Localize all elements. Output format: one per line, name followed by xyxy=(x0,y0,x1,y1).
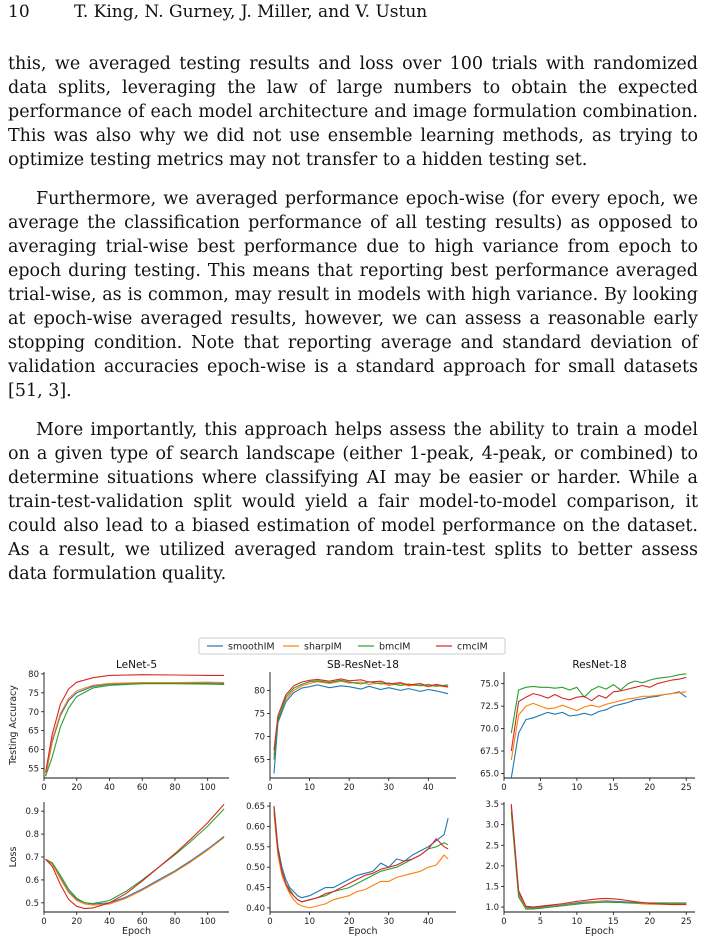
y-tick-label: 0.40 xyxy=(246,903,265,914)
x-tick-label: 0 xyxy=(501,917,507,927)
x-tick-label: 0 xyxy=(41,783,47,793)
y-tick-label: 65 xyxy=(254,755,265,766)
x-tick-label: 15 xyxy=(607,917,619,927)
y-tick-label: 0.60 xyxy=(246,822,265,833)
x-tick-label: 60 xyxy=(136,783,148,793)
y-tick-label: 67.5 xyxy=(480,747,499,758)
x-tick-label: 10 xyxy=(571,917,583,927)
legend xyxy=(199,638,505,654)
x-axis-label: Epoch xyxy=(348,926,378,937)
x-tick-label: 0 xyxy=(41,917,47,927)
y-tick-label: 70.0 xyxy=(480,724,499,735)
x-tick-label: 20 xyxy=(343,783,355,793)
series-line-cmcIM xyxy=(274,806,448,902)
y-tick-label: 75.0 xyxy=(480,679,499,690)
x-tick-label: 10 xyxy=(304,783,315,793)
y-tick-label: 60 xyxy=(28,745,39,756)
y-tick-label: 70 xyxy=(254,732,265,743)
x-axis-label: Epoch xyxy=(121,926,152,937)
series-line-bmcIM xyxy=(511,812,686,909)
y-axis-label-accuracy: Testing Accuracy xyxy=(8,685,19,765)
series-line-cmcIM xyxy=(511,804,686,907)
x-tick-label: 20 xyxy=(343,917,355,927)
page-header xyxy=(8,2,427,22)
paragraph-3: More importantly, this approach helps assess the ability to train a model on a given type of search landscape (either 1-peak, 4-peak, or combined) to determine situations where classifying AI may be easier or harder. While a train-test-validation split would yield a fair model-to-model comparison, it could also lead to a biased estimation of model performance on the dataset. As a result, we utilized averaged random train-test splits to better assess data formulation quality. xyxy=(8,420,698,584)
y-tick-label: 75 xyxy=(28,688,39,699)
y-tick-label: 0.50 xyxy=(246,863,265,874)
legend-entry-smoothIM: smoothIM xyxy=(228,641,275,653)
x-tick-label: 10 xyxy=(304,917,315,927)
series-line-cmcIM xyxy=(511,677,686,751)
figure-training-curves xyxy=(0,632,704,938)
y-tick-label: 0.65 xyxy=(246,802,265,813)
series-line-smoothIM xyxy=(46,683,225,776)
x-tick-label: 15 xyxy=(607,783,619,793)
panel-title: ResNet-18 xyxy=(572,659,627,671)
x-tick-label: 25 xyxy=(680,783,692,793)
y-tick-label: 72.5 xyxy=(480,702,499,713)
x-tick-label: 40 xyxy=(422,917,434,927)
y-tick-label: 0.7 xyxy=(25,853,39,863)
y-tick-label: 3.5 xyxy=(485,800,499,811)
series-line-smoothIM xyxy=(274,685,448,774)
x-tick-label: 10 xyxy=(571,783,583,793)
y-tick-label: 0.9 xyxy=(25,807,39,818)
x-axis-label: Epoch xyxy=(584,926,615,937)
panel-lenet-5-0 xyxy=(28,659,229,793)
y-tick-label: 75 xyxy=(254,709,265,720)
series-line-sharpIM xyxy=(511,808,686,909)
series-line-smoothIM xyxy=(274,806,448,898)
x-tick-label: 60 xyxy=(136,917,148,927)
paragraph-2: Furthermore, we averaged performance epoch-wise (for every epoch, we average the classification performance of all testing results) as opposed to averaging trial-wise best performance due to high variance from epoch to epoch during testing. This means that reporting best performance averaged trial-wise, as is common, may result in models with high variance. By looking at epoch-wise averaged results, however, we can assess a reasonable early stopping condition. Note that reporting average and standard deviation of validation accuracies epoch-wise is a standard approach for small datasets [51, 3]. xyxy=(8,189,698,401)
y-tick-label: 55 xyxy=(28,764,39,775)
panel-title: SB-ResNet-18 xyxy=(327,659,399,671)
y-axis-label-loss: Loss xyxy=(8,846,19,868)
body-text xyxy=(8,52,698,601)
x-tick-label: 40 xyxy=(104,783,115,793)
series-line-sharpIM xyxy=(274,681,448,755)
series-line-cmcIM xyxy=(46,675,225,773)
y-tick-label: 0.45 xyxy=(246,883,265,894)
x-tick-label: 20 xyxy=(71,783,83,793)
x-tick-label: 20 xyxy=(71,917,83,927)
x-tick-label: 0 xyxy=(267,783,273,793)
y-tick-label: 3.0 xyxy=(485,820,499,831)
legend-entry-cmcIM: cmcIM xyxy=(457,641,488,653)
x-tick-label: 40 xyxy=(422,783,434,793)
paragraph-1: this, we averaged testing results and loss over 100 trials with randomized data splits, leveraging the law of large numbers to obtain the expected performance of each model architecture and image formulation combination. This was also why we did not use ensemble learning methods, as trying to optimize testing metrics may not transfer to a hidden testing set. xyxy=(8,54,698,170)
panel-loss-5 xyxy=(485,800,695,937)
running-authors: T. King, N. Gurney, J. Miller, and V. Ustun xyxy=(74,2,428,22)
series-line-sharpIM xyxy=(511,692,686,760)
series-line-smoothIM xyxy=(511,806,686,908)
y-tick-label: 2.5 xyxy=(485,841,499,852)
y-tick-label: 2.0 xyxy=(485,861,499,872)
panel-title: LeNet-5 xyxy=(115,659,158,671)
x-tick-label: 0 xyxy=(267,917,273,927)
y-tick-label: 80 xyxy=(28,669,39,680)
page-number: 10 xyxy=(8,2,30,22)
y-tick-label: 80 xyxy=(254,686,265,697)
panel-loss-3 xyxy=(25,802,229,937)
y-tick-label: 65 xyxy=(28,726,39,737)
panel-resnet-18-2 xyxy=(480,659,695,793)
panel-loss-4 xyxy=(246,802,456,937)
x-tick-label: 20 xyxy=(644,783,656,793)
series-line-sharpIM xyxy=(274,814,448,908)
x-tick-label: 30 xyxy=(383,783,395,793)
y-tick-label: 1.0 xyxy=(485,903,499,914)
y-tick-label: 0.5 xyxy=(25,898,39,909)
series-line-bmcIM xyxy=(274,810,448,902)
series-line-bmcIM xyxy=(274,680,448,759)
x-tick-label: 0 xyxy=(501,783,507,793)
panel-sb-resnet-18-1 xyxy=(254,659,456,793)
legend-entry-sharpIM: sharpIM xyxy=(304,641,342,653)
x-tick-label: 5 xyxy=(537,783,544,793)
y-tick-label: 0.8 xyxy=(25,830,39,841)
y-tick-label: 0.55 xyxy=(246,842,265,853)
x-tick-label: 30 xyxy=(383,917,395,927)
x-tick-label: 80 xyxy=(169,917,181,927)
y-tick-label: 1.5 xyxy=(485,882,499,893)
x-tick-label: 100 xyxy=(199,917,216,927)
x-tick-label: 100 xyxy=(199,783,216,793)
y-tick-label: 65.0 xyxy=(480,769,499,780)
x-tick-label: 40 xyxy=(104,917,115,927)
x-tick-label: 80 xyxy=(169,783,181,793)
legend-entry-bmcIM: bmcIM xyxy=(379,641,411,653)
y-tick-label: 70 xyxy=(28,707,39,718)
x-tick-label: 5 xyxy=(537,917,544,927)
x-tick-label: 25 xyxy=(680,917,692,927)
x-tick-label: 20 xyxy=(644,917,656,927)
y-tick-label: 0.6 xyxy=(25,875,39,886)
